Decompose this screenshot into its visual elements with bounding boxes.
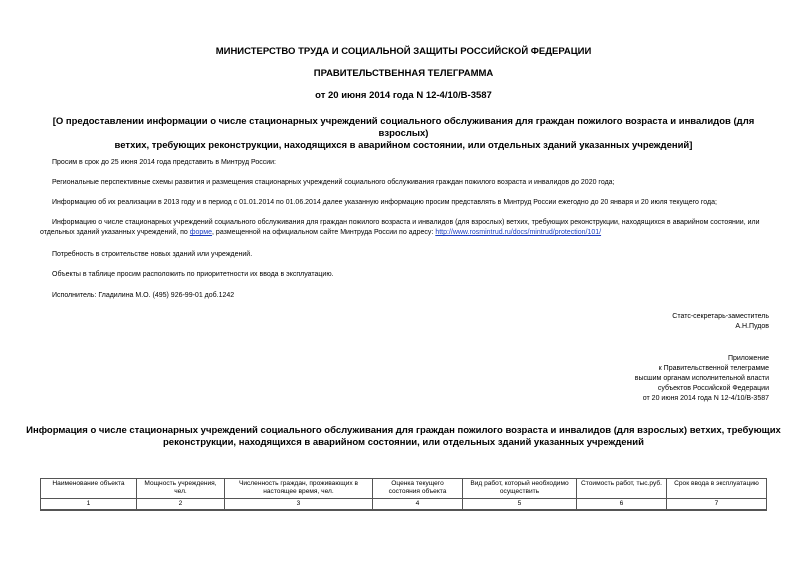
table-empty-cell bbox=[463, 510, 577, 511]
website-link[interactable]: http://www.rosmintrud.ru/docs/mintrud/protection/101/ bbox=[435, 229, 602, 236]
appendix-line-2: к Правительственной телеграмме bbox=[658, 365, 769, 372]
table-header-cell: Мощность учреждения, чел. bbox=[137, 479, 225, 499]
document-type: ПРАВИТЕЛЬСТВЕННАЯ ТЕЛЕГРАММА bbox=[313, 68, 494, 79]
table-number-cell: 7 bbox=[667, 499, 767, 510]
appendix-line-5: от 20 июня 2014 года N 12-4/10/В-3587 bbox=[642, 395, 769, 402]
appendix-line-3: высшим органам исполнительной власти bbox=[634, 375, 769, 382]
table-empty-cell bbox=[41, 510, 137, 511]
table-header-cell: Численность граждан, проживающих в настоящее время, чел. bbox=[225, 479, 373, 499]
subject-line-1: [О предоставлении информации о числе стационарных учреждений социального обслуживания для граждан пожилого возраста и инвалидов (для взрослых) bbox=[52, 116, 755, 139]
paragraph-schemes: Региональные перспективные схемы развития и размещения стационарных учреждений социального обслуживания граждан пожилого возраста и инвалидов до 2020 года; bbox=[52, 179, 615, 186]
appendix-label: Приложение bbox=[727, 355, 769, 362]
table-number-cell: 1 bbox=[41, 499, 137, 510]
table-header-cell: Стоимость работ, тыс.руб. bbox=[577, 479, 667, 499]
table-number-cell: 3 bbox=[225, 499, 373, 510]
table-header-cell: Оценка текущего состояния объекта bbox=[373, 479, 463, 499]
document-date: от 20 июня 2014 года N 12-4/10/В-3587 bbox=[315, 90, 492, 101]
table-empty-cell bbox=[667, 510, 767, 511]
table-empty-cell bbox=[373, 510, 463, 511]
objects-table bbox=[40, 478, 767, 511]
table-number-cell: 4 bbox=[373, 499, 463, 510]
table-empty-cell bbox=[577, 510, 667, 511]
signature-block bbox=[672, 312, 769, 332]
table-empty-row bbox=[41, 510, 767, 511]
table-empty-cell bbox=[137, 510, 225, 511]
table-title bbox=[0, 425, 807, 449]
paragraph-request: Просим в срок до 25 июня 2014 года представить в Минтруд России: bbox=[52, 159, 276, 166]
paragraph-priority: Объекты в таблице просим расположить по приоритетности их ввода в эксплуатацию. bbox=[52, 271, 334, 278]
table-header-cell: Срок ввода в эксплуатацию bbox=[667, 479, 767, 499]
signature-title: Статс-секретарь-заместитель bbox=[672, 313, 769, 320]
paragraph-information-text: Информацию о числе стационарных учреждений социального обслуживания для граждан пожилого возраста и инвалидов (для взрослых) ветхих, требующих реконструкции, находящихся в аварийном состоянии, или отдельных зданий указанных учреждений, по bbox=[40, 219, 760, 236]
ministry-heading: МИНИСТЕРСТВО ТРУДА И СОЦИАЛЬНОЙ ЗАЩИТЫ РОССИЙСКОЙ ФЕДЕРАЦИИ bbox=[215, 46, 592, 57]
table-header-cell: Наименование объекта bbox=[41, 479, 137, 499]
table-empty-cell bbox=[225, 510, 373, 511]
paragraph-information bbox=[40, 218, 765, 238]
table-title-line-1: Информация о числе стационарных учреждений социального обслуживания для граждан пожилого возраста и инвалидов (для взрослых) ветхих, требующих bbox=[26, 425, 781, 436]
signature-name: А.Н.Пудов bbox=[735, 323, 769, 330]
table-header-row bbox=[41, 479, 767, 499]
appendix-line-4: субъектов Российской Федерации bbox=[657, 385, 769, 392]
form-link[interactable]: форме bbox=[189, 229, 213, 236]
table-number-cell: 6 bbox=[577, 499, 667, 510]
table-number-cell: 5 bbox=[463, 499, 577, 510]
document-subject bbox=[40, 116, 767, 152]
paragraph-information-text-2: , размещенной на официальном сайте Минтруда России по адресу: bbox=[212, 229, 436, 236]
paragraph-implementation: Информацию об их реализации в 2013 году и в период с 01.01.2014 по 01.06.2014 далее указанную информацию просим представлять в Минтруд России ежегодно до 20 января и 20 июля текущего года; bbox=[52, 199, 717, 206]
appendix-block bbox=[635, 354, 769, 404]
table-number-cell: 2 bbox=[137, 499, 225, 510]
paragraph-executor: Исполнитель: Гладилина М.О. (495) 926-99-01 доб.1242 bbox=[52, 292, 235, 299]
paragraph-new-buildings: Потребность в строительстве новых зданий или учреждений. bbox=[52, 251, 253, 258]
table-number-row bbox=[41, 499, 767, 510]
table-header-cell: Вид работ, который необходимо осуществить bbox=[463, 479, 577, 499]
subject-line-2: ветхих, требующих реконструкции, находящихся в аварийном состоянии, или отдельных зданий указанных учреждений] bbox=[114, 140, 693, 151]
table-title-line-2: реконструкции, находящихся в аварийном состоянии, или отдельных зданий указанных учреждений bbox=[163, 437, 644, 448]
